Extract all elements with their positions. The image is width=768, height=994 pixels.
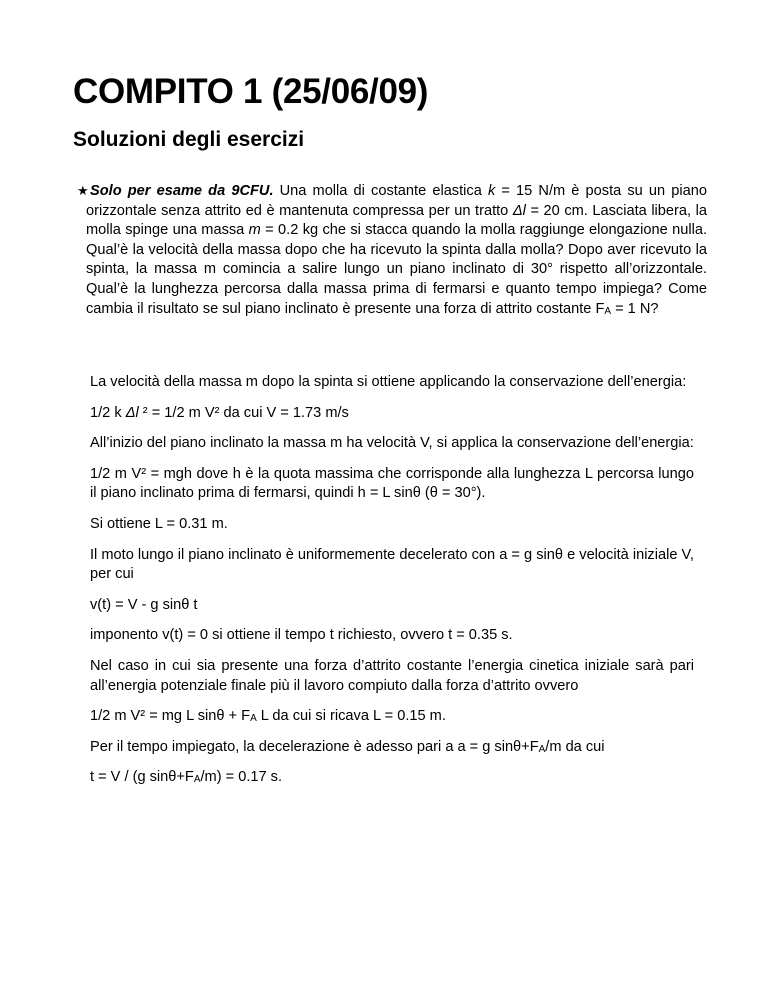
page-subtitle: Soluzioni degli esercizi — [73, 128, 305, 151]
solution-equation: 1/2 k Δl ² = 1/2 m V² da cui V = 1.73 m/s — [90, 404, 349, 421]
exercise-text: ★Solo per esame da 9CFU. Una molla di costante elastica k = 15 N/m è posta su un piano orizzontale senza attrito ed è mantenuta compressa per un tratto Δl = 20 cm. Lasciata libera, la molla spinge una massa m = 0.2 kg che si stacca quando la molla raggiunge elongazione nulla. Qual’è la velocità della massa dopo che ha ricevuto la spinta dalla molla? Dopo aver ricevuto la spinta, la massa m comincia a salire lungo un piano inclinato di 30° rispetto all’orizzontale. Qual’è la lunghezza percorsa dalla massa prima di fermarsi e quanto tempo impiega? Come cambia il risultato se sul piano inclinato è presente una forza di attrito costante $F_A = 1$ N? — [77, 183, 707, 317]
solution-equation: v(t) = V - g sinθ t — [90, 596, 198, 613]
solution-result: t = V / (g $\sin\theta+F_A/m) = 0.17$ s. — [90, 769, 283, 786]
solution-paragraph: All’inizio del piano inclinato la massa m ha velocità V, si applica la conservazione dell’energia: — [90, 435, 694, 452]
solution-paragraph: Il moto lungo il piano inclinato è uniformemente decelerato con a = g sinθ e velocità iniziale V, per cui — [90, 546, 694, 583]
solution-paragraph: Per il tempo impiegato, la decelerazione è adesso pari a a = g $\sin\theta+F_A/m$ da cui — [90, 738, 605, 755]
solution-paragraph: La velocità della massa m dopo la spinta si ottiene applicando la conservazione dell’energia: — [90, 374, 687, 390]
solution-body — [90, 373, 694, 799]
star-bullet-icon: ★ — [77, 183, 89, 198]
exercise-lead: Solo per esame da 9CFU. — [90, 183, 274, 199]
solution-equation: 1/2 m V² = mg L $\sin\theta + F_A$ L da cui si ricava L = 0.15 m. — [90, 708, 446, 725]
solution-result: imponento v(t) = 0 si ottiene il tempo t richiesto, ovvero t = 0.35 s. — [90, 627, 513, 644]
solution-paragraph: 1/2 m V² = mgh dove h è la quota massima che corrisponde alla lunghezza L percorsa lungo il piano inclinato prima di fermarsi, quindi h = L sinθ (θ = 30°). — [90, 465, 694, 502]
solution-paragraph: Nel caso in cui sia presente una forza d’attrito costante l’energia cinetica iniziale sarà pari all’energia potenziale finale più il lavoro compiuto dalla forza d’attrito ovvero — [90, 657, 694, 694]
solution-result: Si ottiene L = 0.31 m. — [90, 515, 228, 532]
page-title: COMPITO 1 (25/06/09) — [73, 72, 429, 111]
